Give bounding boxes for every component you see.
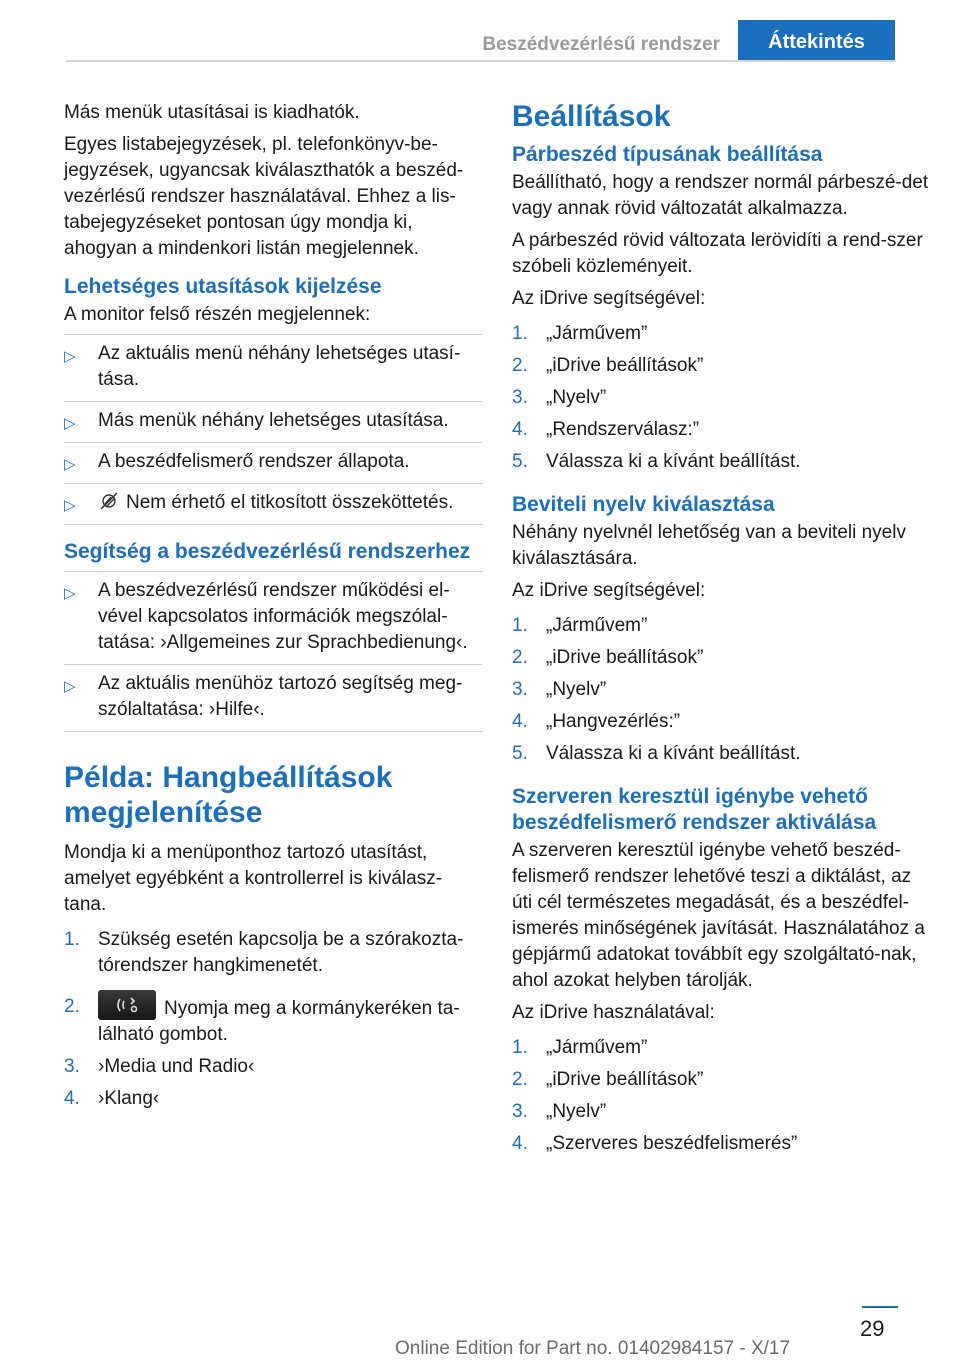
- left-column: [64, 100, 482, 1129]
- list-item: 4. ›Klang‹: [64, 1088, 160, 1109]
- heading-input-language: Beviteli nyelv kiválasztása: [512, 493, 775, 516]
- bullet-list: [64, 334, 482, 525]
- footer-rule: [862, 1306, 898, 1308]
- list-item: ▷ Az aktuális menühöz tartozó segítség meg-szólaltatása: ›Hilfe‹.: [64, 664, 482, 732]
- paragraph: A monitor felső részén megjelennek:: [64, 304, 371, 325]
- list-item: 3. ›Media und Radio‹: [64, 1056, 255, 1077]
- paragraph: Az iDrive használatával:: [512, 1002, 715, 1023]
- list-item: ▷ A beszédvezérlésű rendszer működési el-vével kapcsolatos információk megszólal-tatása: ›Allgemeines zur Sprachbedienung‹.: [64, 571, 482, 664]
- page-number: 29: [860, 1316, 885, 1341]
- list-item: 5. Válassza ki a kívánt beállítást.: [512, 451, 801, 472]
- list-item: 2. „iDrive beállítások”: [512, 647, 704, 668]
- list-item: 1. „Járművem”: [512, 615, 648, 636]
- list-item: 5. Válassza ki a kívánt beállítást.: [512, 743, 801, 764]
- right-column: [512, 100, 930, 1174]
- bullet-list: [64, 571, 482, 732]
- list-item: ▷ Más menük néhány lehetséges utasítása.: [64, 401, 482, 442]
- list-item: ▷ Nem érhető el titkosított összeköttetés.: [64, 483, 482, 525]
- paragraph: Az iDrive segítségével:: [512, 580, 706, 601]
- paragraph: Beállítható, hogy a rendszer normál párbeszé-det vagy annak rövid változatát alkalmazza.: [512, 172, 929, 219]
- list-item: 4. „Hangvezérlés:”: [512, 711, 681, 732]
- list-item: 1. Szükség esetén kapcsolja be a szórakozta-tórendszer hangkimenetét.: [64, 929, 464, 976]
- heading-dialog-type: Párbeszéd típusának beállítása: [512, 143, 823, 166]
- list-item: 1. „Járművem”: [512, 1037, 648, 1058]
- bullet-triangle-icon: ▷: [64, 497, 76, 514]
- paragraph: Néhány nyelvnél lehetőség van a beviteli nyelv kiválasztására.: [512, 522, 906, 569]
- paragraph: Más menük utasításai is kiadhatók.: [64, 102, 360, 123]
- numbered-list: [512, 318, 930, 478]
- paragraph: Egyes listabejegyzések, pl. telefonkönyv-be-jegyzések, ugyancsak kiválaszthatók a beszéd-vezérlésű rendszer használatával. Ehhez a lis-tabejegyzéseket pontosan úgy mondja ki, ahogyan a mindenkori listán megjelennek.: [64, 134, 464, 259]
- numbered-list: [512, 610, 930, 770]
- list-item: 2. „iDrive beállítások”: [512, 355, 704, 376]
- bullet-triangle-icon: ▷: [64, 678, 76, 695]
- paragraph: A párbeszéd rövid változata lerövidíti a rend-szer szóbeli közleményeit.: [512, 230, 923, 277]
- numbered-list: [512, 1032, 930, 1160]
- no-encryption-icon: [98, 491, 120, 511]
- header-section-title: Beszédvezérlésű rendszer: [482, 34, 720, 55]
- paragraph: Az iDrive segítségével:: [512, 288, 706, 309]
- paragraph: A szerveren keresztül igénybe vehető beszéd-felismerő rendszer lehetővé teszi a diktálást, az úti cél természetes megadását, és a beszédfel-ismerés minőségének javítását. Használatához a gépjármű adatokat továbbít egy szolgáltató-nak, ahol azokat helyben tárolják.: [512, 840, 925, 991]
- list-item: 2. „iDrive beállítások”: [512, 1069, 704, 1090]
- bullet-triangle-icon: ▷: [64, 348, 76, 365]
- paragraph: Mondja ki a menüponthoz tartozó utasítást, amelyet egyébként a kontrollerrel is kiválasz-tana.: [64, 842, 443, 915]
- list-item: 3. „Nyelv”: [512, 387, 607, 408]
- footer-edition: Online Edition for Part no. 01402984157 - X/17: [395, 1338, 791, 1359]
- header-rule: [66, 60, 896, 62]
- heading-help: Segítség a beszédvezérlésű rendszerhez: [64, 540, 471, 563]
- list-item: 2. Nyomja meg a kormánykeréken ta-lálható gombot.: [64, 982, 482, 1051]
- list-item: 4. „Rendszerválasz:”: [512, 419, 700, 440]
- list-item: ▷ Az aktuális menü néhány lehetséges utasí-tása.: [64, 334, 482, 401]
- list-item: 4. „Szerveres beszédfelismerés”: [512, 1133, 798, 1154]
- bullet-triangle-icon: ▷: [64, 456, 76, 473]
- list-item: 3. „Nyelv”: [512, 679, 607, 700]
- heading-possible-commands: Lehetséges utasítások kijelzése: [64, 275, 382, 298]
- bullet-triangle-icon: ▷: [64, 585, 76, 602]
- list-item: ▷ A beszédfelismerő rendszer állapota.: [64, 442, 482, 483]
- list-item: 3. „Nyelv”: [512, 1101, 607, 1122]
- list-item: 1. „Járművem”: [512, 323, 648, 344]
- heading-example: Példa: Hangbeállítások megjelenítése: [64, 761, 393, 829]
- bullet-triangle-icon: ▷: [64, 415, 76, 432]
- heading-settings: Beállítások: [512, 100, 671, 133]
- header-tab: Áttekintés: [738, 20, 895, 62]
- heading-server-recognition: Szerveren keresztül igénybe vehető beszédfelismerő rendszer aktiválása: [512, 785, 877, 834]
- numbered-list: [64, 924, 482, 1115]
- voice-button-icon: [98, 990, 156, 1020]
